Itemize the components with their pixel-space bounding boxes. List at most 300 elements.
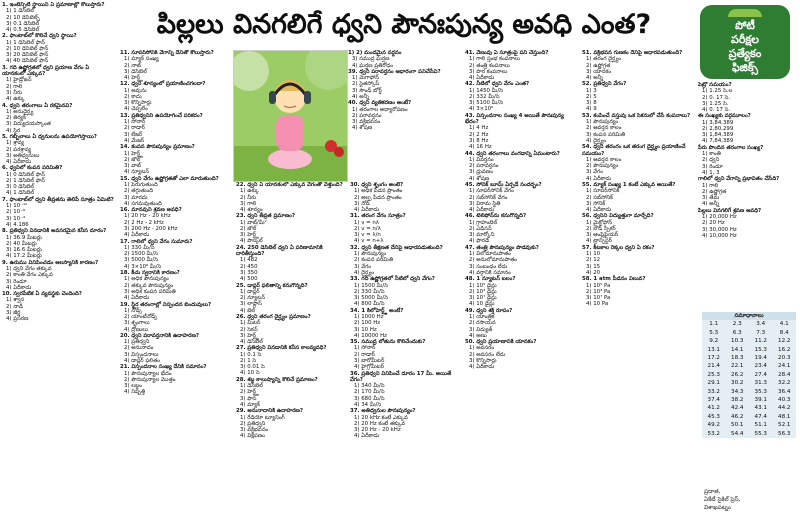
answer-option: 2) 2 Hz bbox=[469, 131, 489, 138]
question-text: 55. మ్యాక్ సంఖ్య 1 కంటే ఎక్కువ అయితే? bbox=[582, 182, 676, 188]
question-item bbox=[582, 81, 694, 112]
answer-option: 2) సెకన్ bbox=[240, 326, 258, 333]
question-text: 36. ప్రతిధ్వని వినిపించే దూరం 17 మీ. అయితే వేగం? bbox=[350, 370, 452, 383]
answer-option: 3) మార్కోని bbox=[469, 232, 495, 239]
answer-option: 3) 0.01 సె bbox=[240, 364, 265, 371]
question-item bbox=[120, 270, 232, 301]
answer-option: 1) 0 డెసిబెల్ ఫాన్ bbox=[6, 171, 45, 178]
answer-option: 2) రసాయన bbox=[469, 320, 496, 327]
answer-option: 1) అనుదైర్ఘ్య bbox=[6, 108, 34, 115]
answer-cell: 41.2 bbox=[707, 405, 720, 412]
answer-row bbox=[702, 413, 796, 421]
answer-option: 3) 10⁻³ bbox=[6, 215, 26, 222]
physics-badge bbox=[700, 5, 790, 79]
answer-option: 2) రాడార్ bbox=[124, 125, 145, 132]
answer-option: 1) రేడియో ట్యూనింగ్ bbox=[240, 414, 285, 421]
question-item bbox=[348, 69, 460, 100]
question-item bbox=[120, 81, 232, 112]
question-item bbox=[350, 182, 462, 213]
answer-option: 2) అవసరం లేదు bbox=[469, 351, 506, 358]
answer-option: 4) ప్రసరణ bbox=[6, 316, 29, 323]
page-title: పిల్లలు వినగలిగే ధ్వని పౌనఃపున్య అవధి ఎంత? bbox=[156, 9, 652, 40]
answer-option: 2) 40 మీటర్లు bbox=[6, 240, 37, 247]
answer-option: 4) శోషణ bbox=[469, 175, 490, 182]
footer-line: ఏకేటీ సైకిల్ ప్రెస్, bbox=[704, 497, 741, 503]
answer-option: 4) అన్నీ bbox=[586, 75, 604, 81]
answer-cell: 44.2 bbox=[778, 405, 791, 412]
answer-option: 3) వేగం bbox=[354, 263, 371, 270]
answer-row bbox=[702, 421, 796, 429]
question-item bbox=[465, 151, 577, 182]
answer-cell: 53.2 bbox=[707, 430, 720, 437]
answer-option: 3) 1,84,389 bbox=[702, 132, 734, 139]
question-item bbox=[2, 2, 114, 33]
answer-option: 3) వక్రీభవనం bbox=[240, 427, 269, 434]
answer-option: 1) 10⁵ డైన్లు bbox=[469, 282, 497, 289]
answer-cell: 25.3 bbox=[707, 371, 720, 378]
question-item bbox=[582, 144, 694, 182]
answer-option: 2) తంత్రి కంపనాలు bbox=[469, 62, 510, 69]
question-column-8 bbox=[698, 82, 798, 312]
answer-option: 3) విద్యుదయస్కాంత bbox=[6, 121, 51, 128]
question-column-5 bbox=[348, 50, 460, 182]
answer-option: 3) సౌండ్ బోర్డ్ bbox=[352, 87, 382, 94]
answer-cell: 20.3 bbox=[778, 355, 791, 362]
answer-option: 1) ఆవర్తన కాలం bbox=[586, 156, 622, 163]
answer-option: 3) డెసిబెల్ bbox=[124, 68, 147, 75]
answer-option: 4) 3×10⁸ మీ/సె bbox=[124, 263, 162, 270]
answer-option: 4) హైగ్రోమీటర్ bbox=[354, 364, 385, 371]
answer-cell: 32.2 bbox=[778, 380, 791, 387]
question-text: 17. గాలిలో ధ్వని వేగం సుమారు? bbox=[120, 238, 193, 245]
question-text: 45. సోనిక్ బూమ్ ఏర్పడే సందర్భం? bbox=[465, 182, 542, 188]
question-item bbox=[465, 213, 577, 244]
answer-cell: 9.2 bbox=[709, 338, 719, 345]
question-item bbox=[236, 182, 348, 213]
answer-option: 1) యాంత్రిక bbox=[469, 314, 495, 320]
answer-option: 1) 10⁵ Pa bbox=[586, 282, 611, 289]
question-text: 2. ఫాంటాబ్‌లో కొలిచే ధ్వని స్థాయి? bbox=[2, 33, 77, 40]
answer-option: 4) 10,000 Hz bbox=[702, 232, 737, 239]
question-item bbox=[582, 113, 694, 144]
answer-option: 3) కొన్నిసార్లు bbox=[124, 100, 152, 107]
answer-option: 2) పరావర్తనం bbox=[469, 163, 499, 170]
answer-option: 4) ఫారడే bbox=[469, 238, 489, 245]
answer-row bbox=[702, 396, 796, 404]
answer-option: 1) 1500 మీ/సె bbox=[354, 282, 388, 289]
question-text: 29. అనునాదానికి ఉదాహరణ? bbox=[236, 408, 303, 415]
answer-option: 4) ఏదీకాదు bbox=[469, 364, 495, 371]
question-item bbox=[582, 245, 694, 276]
question-item bbox=[350, 245, 462, 276]
answer-option: 4) ఏదీకాదు bbox=[586, 175, 612, 182]
question-text: 46. టెలిఫోన్‌ను కనుగొన్నది? bbox=[465, 213, 527, 220]
answer-option: 3) తేమ bbox=[702, 195, 720, 202]
answer-cell: 15.3 bbox=[754, 346, 767, 353]
answer-option: 3) లేజర్ bbox=[124, 131, 143, 138]
question-text: 23. ధ్వని తీవ్రత ప్రమాణం? bbox=[236, 213, 296, 220]
answer-option: 2) గాలి bbox=[6, 83, 23, 90]
answer-option: 4) 1 డెసిబెల్ bbox=[6, 190, 35, 197]
answer-option: 3) శృంగాలు bbox=[124, 320, 150, 327]
answer-option: 3) అతిధ్వనులు bbox=[6, 152, 40, 159]
question-column-2 bbox=[120, 50, 232, 516]
question-text: 26. ధ్వని తరంగ దైర్ఘ్యం ప్రమాణం? bbox=[236, 314, 311, 320]
answer-cell: 40.3 bbox=[778, 397, 791, 404]
question-item bbox=[465, 113, 577, 151]
answer-option: 1) 482 bbox=[240, 257, 258, 264]
answer-option: 4) దైర్ఘ్యం bbox=[354, 269, 375, 276]
answer-cell: 5.3 bbox=[709, 329, 719, 336]
question-text: 41. వేణువు ఏ సూత్రంపై పని చేస్తుంది? bbox=[465, 50, 549, 56]
answer-option: 4) ట్రాన్సిస్టర్ bbox=[586, 238, 612, 245]
question-column-7 bbox=[582, 50, 694, 516]
question-item bbox=[2, 33, 114, 64]
answer-option: 4) 800 మీ/సె bbox=[354, 301, 385, 308]
answer-option: 3) v = λ/n bbox=[354, 232, 381, 239]
answer-cell: 13.1 bbox=[707, 346, 720, 353]
question-text: 21. విస్పందనాల సంఖ్య దేనికి సమానం? bbox=[120, 364, 207, 371]
question-text: పిల్లలు వినగలిగే శ్రవణ అవధి? bbox=[698, 207, 762, 214]
answer-option: 2) అల్ప పీడన ప్రాంతం bbox=[354, 194, 402, 201]
answer-cell: 12.2 bbox=[778, 338, 791, 345]
question-item bbox=[120, 302, 232, 333]
question-text: 8. ప్రతిధ్వని వినడానికి అవసరమైన కనీస దూరం? bbox=[2, 228, 107, 235]
answer-option: 2) 10³ Pa bbox=[586, 288, 611, 295]
answer-option: 4) ఏదీకాదు bbox=[6, 159, 32, 165]
answer-row bbox=[702, 337, 796, 345]
question-text: 13. ప్రతిధ్వనిని ఉపయోగించే పరికరం? bbox=[120, 112, 203, 119]
answer-option: 1) 3 bbox=[586, 87, 597, 94]
question-item bbox=[2, 65, 114, 103]
question-item bbox=[348, 50, 460, 69]
answer-option: 3) హెర్ట్జ్ bbox=[240, 332, 259, 339]
answer-option: 4) స్థిర bbox=[6, 127, 21, 134]
answer-option: 2) ఉష్ణోగ్రత bbox=[586, 62, 611, 69]
answer-option: 4) ద్రోణులు bbox=[124, 326, 148, 333]
answer-option: 3) 680 మీ/సె bbox=[354, 395, 385, 402]
answer-option: 1) అధిక పౌనఃపున్యం bbox=[124, 276, 169, 283]
answer-option: 3) అధిక కంపన పరిమితి bbox=[124, 288, 176, 295]
question-text: 47. తంత్రి పౌనఃపున్యం పొడవుకు? bbox=[465, 244, 539, 251]
answer-option: 3) సముద్ర ఘర్షణ bbox=[352, 56, 390, 63]
answer-cell: 31.3 bbox=[754, 380, 767, 387]
answer-option: 4) 7,84,389 bbox=[702, 138, 734, 145]
answer-cell: 19.4 bbox=[754, 355, 767, 362]
answer-option: 3) ఆంప్లిఫైయర్ bbox=[586, 232, 619, 239]
question-item bbox=[120, 333, 232, 364]
answer-option: 3) ధ్రువణం bbox=[469, 169, 493, 176]
answer-option: 3) కొన్నిసార్లు bbox=[469, 357, 497, 364]
answer-option: 4) 10 సె bbox=[240, 370, 260, 377]
answer-option: 2) ప్రతిధ్వని bbox=[240, 420, 266, 427]
answer-option: 2) పౌనఃపున్యం bbox=[586, 163, 619, 170]
answer-option: 4) 10 Pa bbox=[586, 301, 609, 308]
answer-cell: 29.1 bbox=[707, 380, 720, 387]
answer-cell: 28.4 bbox=[778, 371, 791, 378]
question-text: 11. సూపర్‌సోనిక్ వేగాన్ని దేనితో కొలుస్తారు? bbox=[120, 50, 214, 56]
answer-option: 2) తిర్యక్ bbox=[6, 115, 26, 122]
answer-option: 3) లబ్ధం bbox=[124, 383, 142, 390]
answer-cell: 37.4 bbox=[707, 397, 720, 404]
question-text: 35. సముద్ర లోతును కొలిచేందుకు? bbox=[350, 339, 426, 346]
badge-line: ఫిజిక్స్ bbox=[731, 61, 759, 74]
question-item bbox=[120, 176, 232, 207]
answer-option: 4) 40 డెసిబెల్ ఫాన్ bbox=[6, 58, 49, 65]
question-item bbox=[236, 245, 348, 283]
answer-cell: 36.4 bbox=[778, 388, 791, 395]
question-text: 4. ధ్వని తరంగాలు ఏ రకమైనవి? bbox=[2, 102, 73, 109]
answer-option: 2) 450 bbox=[240, 263, 258, 270]
answer-option: 4) 0.5 డెసిబెల్ bbox=[6, 27, 40, 33]
question-item bbox=[120, 207, 232, 238]
answer-option: 1) అవసరం bbox=[469, 345, 495, 352]
answer-cell: 39.1 bbox=[754, 397, 767, 404]
answer-option: 3) రెండూ bbox=[702, 163, 723, 170]
question-text: 22. ధ్వని ఏ యానకంలో ఎక్కువ వేగంతో వెళ్తుంది? bbox=[236, 182, 343, 188]
question-text: 43. విస్పందనాల సంఖ్య 4 అయితే పౌనఃపున్య భేదం? bbox=[465, 112, 564, 126]
answer-option: 4) శూన్యం bbox=[240, 207, 263, 213]
answer-option: 3) విద్యుత్ bbox=[469, 326, 493, 333]
question-item bbox=[465, 276, 577, 307]
question-item bbox=[2, 134, 114, 165]
answer-option: 2) ఎడిసన్ bbox=[469, 225, 492, 232]
question-item bbox=[465, 308, 577, 339]
answer-option: 1) విలోమానుపాతం bbox=[469, 251, 511, 258]
question-text: 54. ధ్వని తరంగం ఒక తరంగ దైర్ఘ్యం ప్రయాణించే సమయం? bbox=[582, 144, 686, 157]
answer-cell: 42.4 bbox=[731, 405, 744, 412]
answer-option: 4) 17.2 మీటర్లు bbox=[6, 253, 42, 260]
answer-cell: 47.4 bbox=[754, 413, 767, 420]
question-column-4 bbox=[350, 182, 462, 516]
answer-option: 4) డెసిబెల్ bbox=[240, 339, 263, 345]
answer-option: 2) 170 మీ/సె bbox=[354, 389, 385, 396]
answer-option: 3) యానకం bbox=[586, 68, 612, 75]
answer-cell: 11.2 bbox=[754, 338, 767, 345]
badge-line: పోటీ bbox=[735, 19, 755, 32]
answer-option: 4) 500 bbox=[240, 276, 258, 283]
answer-option: 3) గాలి bbox=[240, 200, 257, 207]
answer-row bbox=[702, 346, 796, 354]
answer-option: 3) వాట్ bbox=[124, 163, 142, 170]
answer-option: 2) 0. 17 సె. bbox=[702, 94, 731, 101]
answer-option: 2) 10⁻⁶ bbox=[6, 209, 26, 216]
answer-option: 3) పొర కంపనాలు bbox=[469, 68, 508, 75]
answer-option: 2) ఆవర్తన కాలం bbox=[586, 125, 622, 132]
answer-option: 3) 0.1 డెసిబెల్ bbox=[6, 20, 40, 27]
answer-option: 4) 3×10⁸ bbox=[469, 106, 494, 113]
answer-option: 3) 8 Hz bbox=[469, 137, 489, 144]
answer-option: 4) ఏదీకాదు bbox=[469, 207, 495, 213]
question-text: 1. ఇంటెన్సిటీ స్థాయిని ఏ ప్రమాణాల్లో కొలుస్తారు? bbox=[2, 2, 105, 8]
answer-row bbox=[702, 371, 796, 379]
answer-option: 2) నీరు bbox=[240, 194, 257, 201]
answer-option: 1) మీటర్ bbox=[240, 320, 261, 327]
answer-option: 1) తరంగాల అధ్యారోపణం bbox=[352, 106, 408, 113]
answer-option: 2) పౌనఃపున్యాల మొత్తం bbox=[124, 376, 176, 383]
answer-option: 4) 1, 3 bbox=[702, 169, 720, 176]
question-text: 50. ధ్వని ప్రయాణానికి యానకం? bbox=[465, 339, 537, 346]
answer-option: 2) v = n/λ bbox=[354, 225, 381, 232]
question-item bbox=[698, 82, 798, 113]
question-item bbox=[120, 113, 232, 144]
answer-option: 1) 1.25 సె.ల bbox=[702, 88, 733, 95]
answer-option: 2) హెర్ట్జ్ bbox=[240, 389, 259, 396]
answer-option: 3) 30,000 Hz bbox=[702, 226, 737, 233]
question-text: 3. గది ఉష్ణోగ్రతలో ధ్వని ప్రయాణ వేగం ఏ యానకంలో ఎక్కువ? bbox=[2, 64, 90, 78]
answer-option: 4) న్యూటన్ bbox=[124, 169, 150, 176]
question-column-3 bbox=[236, 182, 348, 516]
answer-cell: 1.1 bbox=[709, 321, 719, 328]
question-text: 30. ధ్వని శృంగం అంటే? bbox=[350, 182, 404, 188]
answer-cell: 52.1 bbox=[778, 422, 791, 429]
answer-option: 2) 5 bbox=[586, 93, 597, 100]
answer-option: 1) గాలి bbox=[702, 182, 719, 189]
answer-option: 1) శ్రావ్య bbox=[6, 140, 25, 147]
answer-option: 1) 20,000 Hz bbox=[702, 214, 737, 220]
answer-option: 1) గ్రాహంబెల్ bbox=[469, 219, 498, 226]
answer-option: 3) జీర్ణ bbox=[6, 309, 21, 316]
answer-option: 3) విస్పందనాలు bbox=[124, 351, 159, 358]
answer-option: 1) నోడ్స్ bbox=[124, 307, 142, 314]
answer-option: 2) అనులోమానుపాతం bbox=[469, 257, 518, 264]
answer-option: 2) కాదు bbox=[124, 93, 142, 100]
question-text: 53. కంపించే వస్తువు ఒక సెకనులో చేసే కంపనాలు? bbox=[582, 112, 691, 119]
question-item bbox=[236, 213, 348, 244]
answer-option: 1) డాప్లర్ bbox=[240, 288, 260, 295]
answer-option: 1) 1 డెసిబెల్ ఫాన్ bbox=[6, 39, 45, 46]
answer-cell: 51.1 bbox=[754, 422, 767, 429]
answer-option: 3) రెండూ bbox=[6, 278, 27, 285]
question-text: 7. ఫాంటాబ్‌లో ధ్వని తీవ్రతను తెలిపే సూత్రం ఏమిటి? bbox=[2, 196, 114, 203]
answer-option: 4) బెల్ bbox=[240, 307, 256, 314]
question-item bbox=[698, 113, 798, 144]
answer-option: 4) v = n+λ bbox=[354, 238, 384, 245]
answer-option: 4) శోషణ bbox=[352, 125, 373, 132]
answer-option: 3) సోనిక్ bbox=[586, 200, 606, 207]
question-text: 24. 250 డెసిబెల్ ధ్వని ఏ పరిణామానికి దారితీస్తుంది? bbox=[236, 244, 323, 258]
answer-option: 1) సోనార్ bbox=[124, 119, 146, 126]
answer-option: 1) హెర్ట్జ్ bbox=[124, 150, 143, 157]
answer-option: 3) 1.25 సె. bbox=[702, 100, 729, 107]
question-text: 49. ధ్వని శక్తి రూపం? bbox=[465, 307, 513, 314]
answer-option: 1) సోనార్ bbox=[354, 345, 376, 352]
answer-option: 2) 2 Hz - 2 kHz bbox=[124, 219, 164, 226]
answer-cell: 35.3 bbox=[754, 388, 767, 395]
answer-option: 1) 1 డెసిబెల్ bbox=[6, 8, 35, 15]
answer-option: 2) అనునాదం bbox=[124, 345, 154, 352]
answer-option: 1) 330 మీ/సె bbox=[124, 244, 155, 251]
answer-option: 1) పౌనఃపున్యాల భేదం bbox=[124, 370, 172, 377]
answer-cell: 26.2 bbox=[731, 371, 744, 378]
answer-key-body bbox=[702, 320, 796, 438]
question-text: 58. 1 atm పీడనం విలువ? bbox=[582, 276, 646, 283]
question-text: 52. ప్రతిధ్వని వేగం? bbox=[582, 81, 627, 88]
answer-option: 2) 332 మీ/సె bbox=[469, 93, 500, 100]
question-item bbox=[465, 81, 577, 112]
question-item bbox=[236, 345, 348, 376]
question-text: 56. ధ్వనిని విద్యుత్తుగా మార్చేది? bbox=[582, 213, 654, 220]
question-item bbox=[698, 145, 798, 176]
answer-option: 2) 10 డెసిబెల్ ఫాన్ bbox=[6, 45, 49, 52]
answer-option: 1) ఉక్కు bbox=[240, 188, 259, 195]
answer-option: 2) సబ్‌సోనిక్ bbox=[586, 194, 613, 201]
question-text: 31. తరంగ వేగం సూత్రం? bbox=[350, 213, 406, 220]
answer-option: 2) రాడార్ bbox=[354, 351, 375, 358]
answer-option: 4) 0. 17 సె. bbox=[702, 107, 731, 113]
answer-cell: 2.3 bbox=[732, 321, 742, 328]
question-item bbox=[236, 314, 348, 345]
answer-option: 2) 12 bbox=[586, 257, 601, 264]
question-item bbox=[582, 213, 694, 244]
footer-line: ప్రదాత, bbox=[704, 489, 721, 495]
answer-option: 3) వక్రీభవనం bbox=[352, 119, 381, 126]
answer-cell: 23.4 bbox=[754, 363, 767, 370]
question-item bbox=[120, 239, 232, 270]
answer-option: 4) విక్షేపణం bbox=[240, 433, 265, 440]
answer-option: 3) 0 డెసిబెల్ bbox=[6, 184, 35, 191]
question-text: 32. ధ్వని తీక్షణత దేనిపై ఆధారపడుతుంది? bbox=[350, 244, 443, 251]
answer-option: 1) 10⁻¹² bbox=[6, 203, 28, 210]
question-text: ఈ సంఖ్యకు వర్గమూలం? bbox=[698, 113, 751, 120]
answer-option: 2) జౌల్ bbox=[124, 156, 141, 163]
question-item bbox=[236, 377, 348, 408]
answer-option: 3) బారోమీటర్ bbox=[354, 357, 385, 364]
answer-option: 1) వివర్తనం bbox=[469, 156, 494, 163]
answer-option: 4) డాప్లర్ ఫలితం bbox=[124, 357, 161, 364]
answer-option: 1) డెసిబెల్ bbox=[240, 383, 263, 390]
answer-option: 3) లాప్లాస్ bbox=[240, 301, 262, 308]
answer-option: 3) ఫాన్ bbox=[240, 395, 257, 402]
question-item bbox=[698, 208, 798, 239]
answer-option: 1) v = nλ bbox=[354, 219, 379, 226]
answer-option: 4) ఏదీకాదు bbox=[469, 75, 495, 81]
question-text: 19. స్థిర తరంగాల్లో నిస్పందన బిందువులు? bbox=[120, 301, 212, 308]
answer-row bbox=[702, 388, 796, 396]
answer-option: 1) 10 bbox=[586, 251, 601, 258]
answer-option: 4) వర్గానికి సమానం bbox=[469, 269, 511, 276]
answer-option: 3) నీరు bbox=[6, 89, 23, 96]
answer-cell: 21.4 bbox=[707, 363, 720, 370]
question-text: 1) 2) మందమైన వర్ధనం bbox=[348, 50, 402, 56]
answer-option: 1) 0.1 సె bbox=[240, 351, 262, 358]
answer-option: 2) తక్కువ పౌనఃపున్యం bbox=[124, 282, 174, 289]
question-item bbox=[2, 260, 114, 291]
answer-option: 3) 350 bbox=[240, 269, 258, 276]
question-item bbox=[2, 197, 114, 228]
answer-option: 4) ఏదీకాదు bbox=[124, 295, 150, 302]
question-text: 12. ధ్వని శూన్యంలో ప్రయాణించగలదా? bbox=[120, 81, 206, 88]
answer-option: 1) శ్వాస bbox=[6, 297, 25, 304]
question-item bbox=[698, 176, 798, 207]
answer-key-header: సమాధానాలు bbox=[702, 312, 796, 320]
question-item bbox=[2, 103, 114, 134]
answer-option: 3) 5100 మీ/సె bbox=[469, 100, 503, 107]
answer-option: 3) 200 Hz - 200 kHz bbox=[124, 225, 178, 232]
answer-option: 3) 20 డెసిబెల్ ఫాన్ bbox=[6, 52, 49, 59]
question-item bbox=[348, 100, 460, 131]
question-text: 40. ధ్వని వ్యతికరణం అంటే? bbox=[348, 100, 412, 107]
answer-option: 1) పౌనఃపున్యం bbox=[586, 119, 619, 126]
answer-option: 2) స్టెతస్కోప్ bbox=[352, 81, 380, 88]
answer-option: 1) కాంతి bbox=[702, 151, 721, 158]
badge-line: పరీక్షల bbox=[731, 33, 759, 46]
answer-cell: 49.2 bbox=[707, 422, 720, 429]
answer-option: 2) తగ్గుతుంది bbox=[124, 188, 154, 195]
question-text: 25. డాప్లర్ ఫలితాన్ని కనుగొన్నది? bbox=[236, 282, 308, 289]
question-text: పెట్రో సమయం? bbox=[698, 82, 732, 88]
answer-option: 1) పెరుగుతుంది bbox=[124, 182, 158, 188]
